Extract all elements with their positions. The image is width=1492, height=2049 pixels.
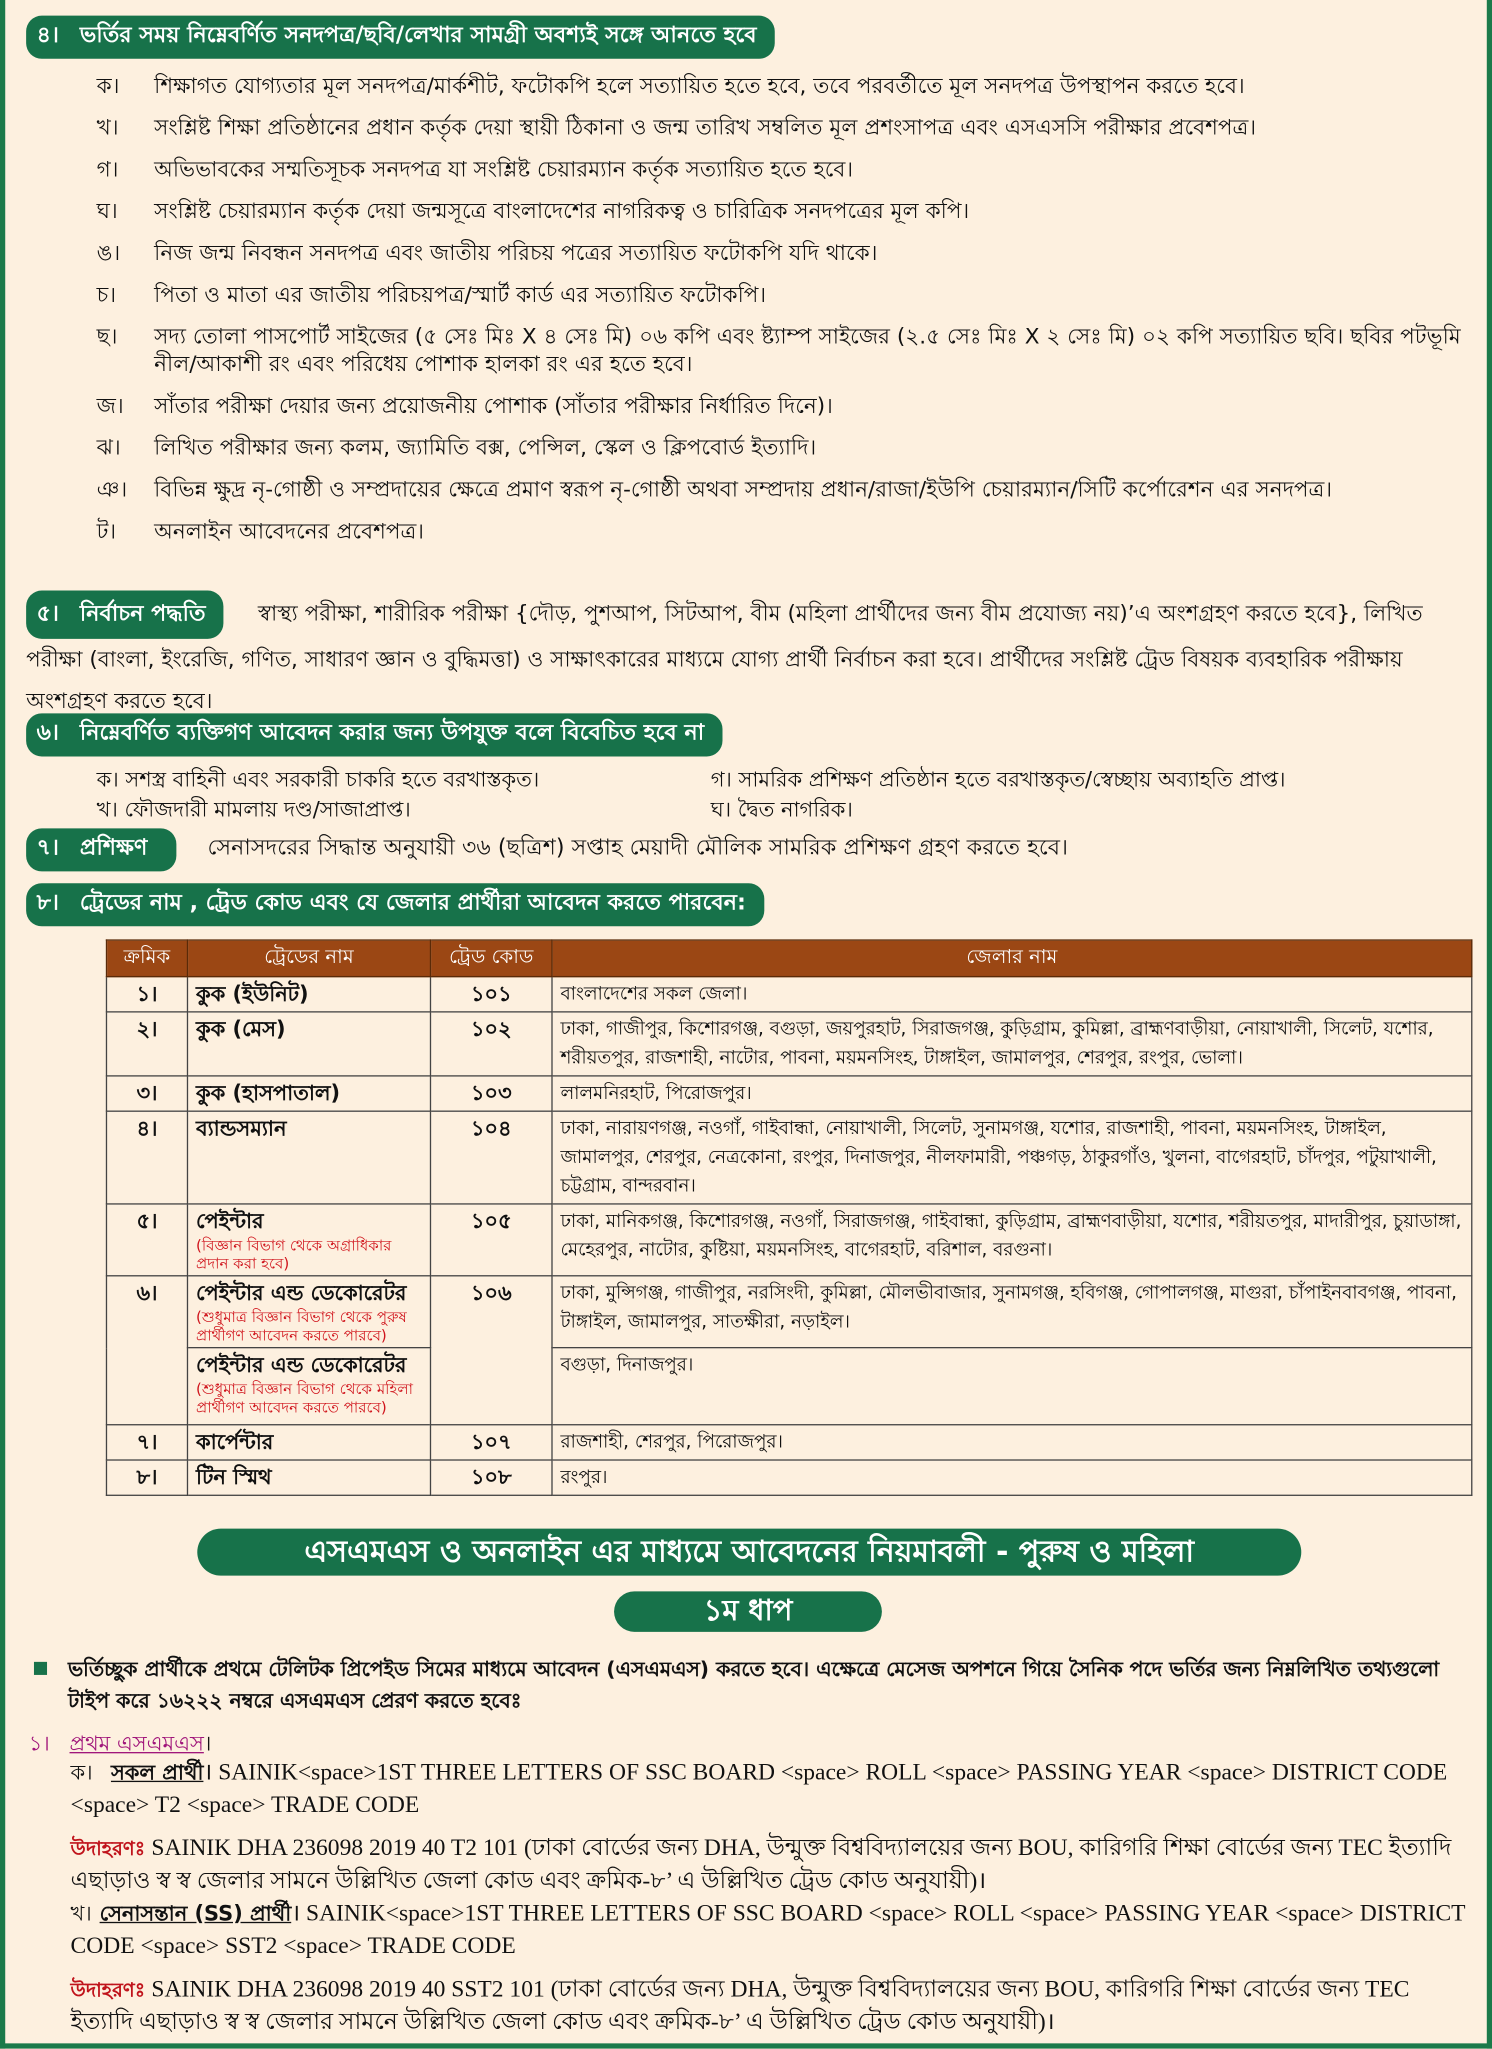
section-title: ট্রেডের নাম , ট্রেড কোড এবং যে জেলার প্রার্থীরা আবেদন করতে পারবেন:	[79, 889, 746, 916]
serial-cell: ১।	[106, 977, 187, 1012]
list-item	[97, 197, 1466, 224]
trade-name-cell	[187, 1012, 430, 1076]
column-header: ট্রেড কোড	[430, 940, 552, 977]
candidate-type: সকল প্রার্থী	[110, 1759, 204, 1785]
ineligible-list	[97, 764, 1466, 824]
section-8	[26, 883, 1466, 926]
trade-name: পেইন্টার	[195, 1208, 264, 1234]
trade-name: পেইন্টার এন্ড ডেকোরেটর	[195, 1280, 407, 1306]
trade-note: (শুধুমাত্র বিজ্ঞান বিভাগ থেকে মহিলা প্রার্থীগণ আবেদন করতে পারবে)	[195, 1379, 413, 1417]
trade-name-cell	[187, 1111, 430, 1204]
item-label: ছ।	[96, 324, 118, 349]
trade-code-cell: ১০১	[430, 977, 552, 1012]
list-item	[97, 476, 1466, 503]
table-row	[106, 1204, 1471, 1276]
document-list	[26, 72, 1466, 545]
trade-name-cell	[187, 1460, 430, 1495]
candidate-type: সেনাসন্তান (SS) প্রার্থী	[99, 1900, 292, 1926]
table-row	[106, 1076, 1471, 1111]
item-label: ঙ।	[96, 240, 121, 266]
step-number: ১।	[28, 1731, 50, 1756]
serial-cell: ৬।	[106, 1276, 187, 1425]
item-label: ট।	[96, 518, 117, 544]
trade-name: কুক (হাসপাতাল)	[195, 1080, 341, 1106]
trade-name: ব্যান্ডসম্যান	[195, 1115, 287, 1141]
section-number: ৫।	[36, 600, 59, 628]
trade-name-cell	[187, 977, 430, 1012]
sms-example: SAINIK DHA 236098 2019 40 SST2 101 (ঢাকা বোর্ডের জন্য DHA, উন্মুক্ত বিশ্ববিদ্যালয়ের জন্য BOU, কারিগরি শিক্ষা বোর্ডের জন্য TEC ইত্যাদি এছাড়াও স্ব স্ব জেলার সামনে উল্লিখিত জেলা কোড এবং ক্রমিক-৮’ এ উল্লিখিত ট্রেড কোড অনুযায়ী)।	[70, 1975, 1410, 2035]
selection-paragraph	[26, 591, 1466, 723]
punctuation: ।	[203, 1731, 212, 1756]
trade-note: (শুধুমাত্র বিজ্ঞান বিভাগ থেকে পুরুষ প্রার্থীগণ আবেদন করতে পারবে)	[195, 1307, 407, 1345]
item-text: সংশ্লিষ্ট শিক্ষা প্রতিষ্ঠানের প্রধান কর্তৃক দেয়া স্থায়ী ঠিকানা ও জন্ম তারিখ সম্বলিত মূল প্রশংসাপত্র এবং এসএসসি পরীক্ষার প্রবেশপত্র।	[154, 114, 1257, 140]
district-cell: লালমনিরহাট, পিরোজপুর।	[552, 1076, 1472, 1111]
list-item	[97, 239, 1466, 266]
intro-text: ভর্তিচ্ছুক প্রার্থীকে প্রথমে টেলিটক প্রিপেইড সিমের মাধ্যমে আবেদন (এসএমএস) করতে হবে। এক্ষেত্রে মেসেজ অপশনে গিয়ে সৈনিক পদে ভর্তির জন্য নিম্নলিখিত তথ্যগুলো টাইপ করে ১৬২২২ নম্বরে এসএমএস প্রেরণ করতে হবেঃ	[67, 1657, 1440, 1713]
trade-name-cell	[187, 1076, 430, 1111]
item-text: পিতা ও মাতা এর জাতীয় পরিচয়পত্র/স্মার্ট কার্ড এর সত্যায়িত ফটোকপি।	[154, 282, 767, 308]
bullet-square-icon	[34, 1662, 47, 1675]
example-label: উদাহরণঃ	[70, 1836, 146, 1861]
first-sms-title: প্রথম এসএমএস	[69, 1731, 204, 1756]
item-label: ক।	[96, 73, 120, 98]
list-item	[97, 72, 1466, 99]
section-title: নিম্নেবর্ণিত ব্যক্তিগণ আবেদন করার জন্য উপযুক্ত বলে বিবেচিত হবে না	[79, 719, 705, 747]
trade-code-cell: ১০৪	[430, 1111, 552, 1204]
example-label: উদাহরণঃ	[70, 1978, 146, 2002]
section-number: ৭।	[36, 834, 59, 861]
sms-format: । SAINIK<space>1ST THREE LETTERS OF SSC BOARD <space> ROLL <space> PASSING YEAR <space> DISTRICT CODE <space> T2 <space> TRADE CODE	[70, 1758, 1448, 1818]
trade-code-cell: ১০৬	[430, 1276, 552, 1425]
trade-name: কুক (মেস)	[195, 1016, 286, 1042]
sms-example: SAINIK DHA 236098 2019 40 T2 101 (ঢাকা বোর্ডের জন্য DHA, উন্মুক্ত বিশ্ববিদ্যালয়ের জন্য BOU, কারিগরি শিক্ষা বোর্ডের জন্য TEC ইত্যাদি এছাড়াও স্ব স্ব জেলার সামনে উল্লিখিত জেলা কোড এবং ক্রমিক-৮’ এ উল্লিখিত ট্রেড কোড অনুযায়ী)।	[70, 1834, 1452, 1894]
item-text: বিভিন্ন ক্ষুদ্র নৃ-গোষ্ঠী ও সম্প্রদায়ের ক্ষেত্রে প্রমাণ স্বরূপ নৃ-গোষ্ঠী অথবা সম্প্রদায় প্রধান/রাজা/ইউপি চেয়ারম্যান/সিটি কর্পোরেশন এর সনদপত্র।	[154, 476, 1333, 502]
column-header: ক্রমিক	[106, 940, 187, 977]
serial-cell: ২।	[106, 1012, 187, 1076]
list-item	[97, 155, 1466, 182]
district-cell: ঢাকা, মুন্সিগঞ্জ, গাজীপুর, নরসিংদী, কুমিল্লা, মৌলভীবাজার, সুনামগঞ্জ, হবিগঞ্জ, গোপালগঞ্জ, মাগুরা, চাঁপাইনবাবগঞ্জ, পাবনা, টাঙ্গাইল, জামালপুর, সাতক্ষীরা, নড়াইল।	[552, 1276, 1472, 1348]
section-7-header	[26, 828, 176, 871]
trade-table	[106, 939, 1473, 1496]
item-label: গ।	[96, 156, 119, 182]
serial-cell: ৫।	[106, 1204, 187, 1276]
item-text: সংশ্লিষ্ট চেয়ারম্যান কর্তৃক দেয়া জন্মসূত্রে বাংলাদেশের নাগরিকত্ব ও চারিত্রিক সনদপত্রের মূল কপি।	[154, 198, 970, 224]
trade-table-wrap	[106, 939, 1473, 1496]
district-cell: ঢাকা, গাজীপুর, কিশোরগঞ্জ, বগুড়া, জয়পুরহাট, সিরাজগঞ্জ, কুড়িগ্রাম, কুমিল্লা, ব্রাহ্মণবাড়ীয়া, নোয়াখালী, সিলেট, যশোর, শরীয়তপুর, রাজশাহী, নাটোর, পাবনা, ময়মনসিংহ, টাঙ্গাইল, জামালপুর, শেরপুর, রংপুর, ভোলা।	[552, 1012, 1472, 1076]
trade-code-cell: ১০২	[430, 1012, 552, 1076]
item-text: লিখিত পরীক্ষার জন্য কলম, জ্যামিতি বক্স, পেন্সিল, স্কেল ও ক্লিপবোর্ড ইত্যাদি।	[154, 435, 817, 460]
trade-name: কুক (ইউনিট)	[195, 981, 309, 1007]
trade-code-cell: ১০৫	[430, 1204, 552, 1276]
trade-code-cell: ১০৭	[430, 1425, 552, 1460]
trade-code-cell: ১০৮	[430, 1460, 552, 1495]
district-cell: ঢাকা, মানিকগঞ্জ, কিশোরগঞ্জ, নওগাঁ, সিরাজগঞ্জ, গাইবান্ধা, কুড়িগ্রাম, ব্রাহ্মণবাড়ীয়া, যশোর, শরীয়তপুর, মাদারীপুর, চুয়াডাঙ্গা, মেহেরপুর, নাটোর, কুষ্টিয়া, ময়মনসিংহ, বাগেরহাট, বরিশাল, বরগুনা।	[552, 1204, 1472, 1276]
item-label: ঞ।	[96, 476, 128, 502]
step-1-banner: ১ম ধাপ	[614, 1591, 882, 1632]
trade-name-cell	[187, 1204, 430, 1276]
table-row	[106, 1012, 1471, 1076]
sms-intro	[34, 1654, 1471, 1717]
table-row	[106, 1348, 1471, 1425]
list-item	[97, 434, 1466, 461]
section-title: ভর্তির সময় নিম্নেবর্ণিত সনদপত্র/ছবি/লেখার সামগ্রী অবশ্যই সঙ্গে আনতে হবে	[79, 22, 757, 49]
item-label: খ।	[96, 114, 119, 140]
list-item: গ। সামরিক প্রশিক্ষণ প্রতিষ্ঠান হতে বরখাস্তকৃত/স্বেচ্ছায় অব্যাহতি প্রাপ্ত।	[710, 766, 1286, 792]
section-text: স্বাস্থ্য পরীক্ষা, শারীরিক পরীক্ষা {দৌড়, পুশআপ, সিটআপ, বীম (মহিলা প্রার্থীদের জন্য বীম প্রযোজ্য নয়)’এ অংশগ্রহণ করতে হবে}, লিখিত পরীক্ষা (বাংলা, ইংরেজি, গণিত, সাধারণ জ্ঞান ও বুদ্ধিমত্তা) ও সাক্ষাৎকারের মাধ্যমে যোগ্য প্রার্থী নির্বাচন করা হবে। প্রার্থীদের সংশ্লিষ্ট ট্রেড বিষয়ক ব্যবহারিক পরীক্ষায় অংশগ্রহণ করতে হবে।	[26, 600, 1423, 714]
section-8-header	[26, 883, 764, 926]
section-7	[26, 828, 1466, 871]
section-number: ৪।	[36, 22, 59, 49]
table-row	[106, 1276, 1471, 1348]
item-label: জ।	[96, 393, 124, 419]
district-cell: ঢাকা, নারায়ণগঞ্জ, নওগাঁ, গাইবান্ধা, নোয়াখালী, সিলেট, সুনামগঞ্জ, যশোর, রাজশাহী, পাবনা, ময়মনসিংহ, টাঙ্গাইল, জামালপুর, শেরপুর, নেত্রকোনা, রংপুর, দিনাজপুর, নীলফামারী, পঞ্চগড়, ঠাকুরগাঁও, খুলনা, বাগেরহাট, চাঁদপুর, পটুয়াখালী, চট্টগ্রাম, বান্দরবান।	[552, 1111, 1472, 1204]
column-header: জেলার নাম	[552, 940, 1472, 977]
list-item	[97, 392, 1466, 419]
list-item	[97, 323, 1466, 378]
district-cell: রাজশাহী, শেরপুর, পিরোজপুর।	[552, 1425, 1472, 1460]
serial-cell: ৮।	[106, 1460, 187, 1495]
ss-candidate-block	[71, 1897, 1466, 2038]
serial-cell: ৩।	[106, 1076, 187, 1111]
section-title: প্রশিক্ষণ	[79, 834, 148, 861]
list-item	[97, 517, 1466, 544]
table-row	[106, 1111, 1471, 1204]
item-text: শিক্ষাগত যোগ্যতার মূল সনদপত্র/মার্কশীট, ফটোকপি হলে সত্যায়িত হতে হবে, তবে পরবর্তীতে মূল সনদপত্র উপস্থাপন করতে হবে।	[154, 73, 1245, 98]
section-title: নির্বাচন পদ্ধতি	[79, 600, 206, 628]
section-number: ৮।	[36, 889, 59, 916]
district-cell: রংপুর।	[552, 1460, 1472, 1495]
item-text: অনলাইন আবেদনের প্রবেশপত্র।	[154, 518, 425, 544]
table-row	[106, 1460, 1471, 1495]
section-text: সেনাসদরের সিদ্ধান্ত অনুযায়ী ৩৬ (ছত্রিশ) সপ্তাহ মেয়াদী মৌলিক সামরিক প্রশিক্ষণ গ্রহণ করতে হবে।	[207, 834, 1069, 861]
item-text: সদ্য তোলা পাসপোর্ট সাইজের (৫ সেঃ মিঃ X ৪ সেঃ মি) ০৬ কপি এবং ষ্ট্যাম্প সাইজের (২.৫ সেঃ মিঃ X ২ সেঃ মি) ০২ কপি সত্যায়িত ছবি। ছবির পটভূমি নীল/আকাশী রং এবং পরিধেয় পোশাক হালকা রং এর হতে হবে।	[154, 324, 1461, 377]
section-4	[26, 16, 1466, 560]
trade-name-cell	[187, 1348, 430, 1425]
item-text: অভিভাবকের সম্মতিসূচক সনদপত্র যা সংশ্লিষ্ট চেয়ারম্যান কর্তৃক সত্যায়িত হতে হবে।	[154, 156, 854, 182]
item-label: ঝ।	[96, 435, 121, 460]
table-row	[106, 1425, 1471, 1460]
item-label: খ।	[70, 1900, 92, 1926]
trade-name-cell	[187, 1425, 430, 1460]
table-row	[106, 977, 1471, 1012]
section-4-header	[26, 16, 775, 59]
sms-format: । SAINIK<space>1ST THREE LETTERS OF SSC BOARD <space> ROLL <space> PASSING YEAR <space> DISTRICT CODE <space> SST2 <space> TRADE CODE	[70, 1899, 1466, 1959]
table-header-row	[106, 940, 1471, 977]
item-label: ঘ।	[96, 198, 118, 224]
list-item: খ। ফৌজদারী মামলায় দণ্ড/সাজাপ্রাপ্ত।	[96, 796, 411, 822]
section-number: ৬।	[36, 719, 59, 747]
item-label: চ।	[96, 282, 117, 308]
column-header: ট্রেডের নাম	[187, 940, 430, 977]
list-item	[97, 281, 1466, 308]
trade-name-cell	[187, 1276, 430, 1348]
item-text: সাঁতার পরীক্ষা দেয়ার জন্য প্রয়োজনীয় পোশাক (সাঁতার পরীক্ষার নির্ধারিত দিনে)।	[154, 393, 833, 419]
item-text: নিজ জন্ম নিবন্ধন সনদপত্র এবং জাতীয় পরিচয় পত্রের সত্যায়িত ফটোকপি যদি থাকে।	[154, 240, 878, 266]
serial-cell: ৭।	[106, 1425, 187, 1460]
trade-note: (বিজ্ঞান বিভাগ থেকে অগ্রাধিকার প্রদান করা হবে)	[195, 1235, 392, 1273]
list-item: ঘ। দ্বৈত নাগরিক।	[710, 796, 853, 822]
section-6	[26, 713, 1466, 824]
list-item	[97, 114, 1466, 141]
trade-code-cell: ১০৩	[430, 1076, 552, 1111]
trade-name: পেইন্টার এন্ড ডেকোরেটর	[195, 1352, 407, 1378]
serial-cell: ৪।	[106, 1111, 187, 1204]
sms-rules-banner: এসএমএস ও অনলাইন এর মাধ্যমে আবেদনের নিয়মাবলী - পুরুষ ও মহিলা	[197, 1529, 1301, 1576]
section-5-header	[26, 591, 224, 639]
general-candidate-block	[71, 1756, 1466, 1897]
item-label: ক।	[70, 1759, 93, 1785]
trade-name: টিন স্মিথ	[195, 1464, 272, 1490]
district-cell: বগুড়া, দিনাজপুর।	[552, 1348, 1472, 1425]
section-5	[26, 591, 1466, 723]
trade-name: কার্পেন্টার	[195, 1429, 274, 1455]
district-cell: বাংলাদেশের সকল জেলা।	[552, 977, 1472, 1012]
list-item: ক। সশস্ত্র বাহিনী এবং সরকারী চাকরি হতে বরখাস্তকৃত।	[96, 766, 540, 792]
section-6-header	[26, 713, 722, 756]
